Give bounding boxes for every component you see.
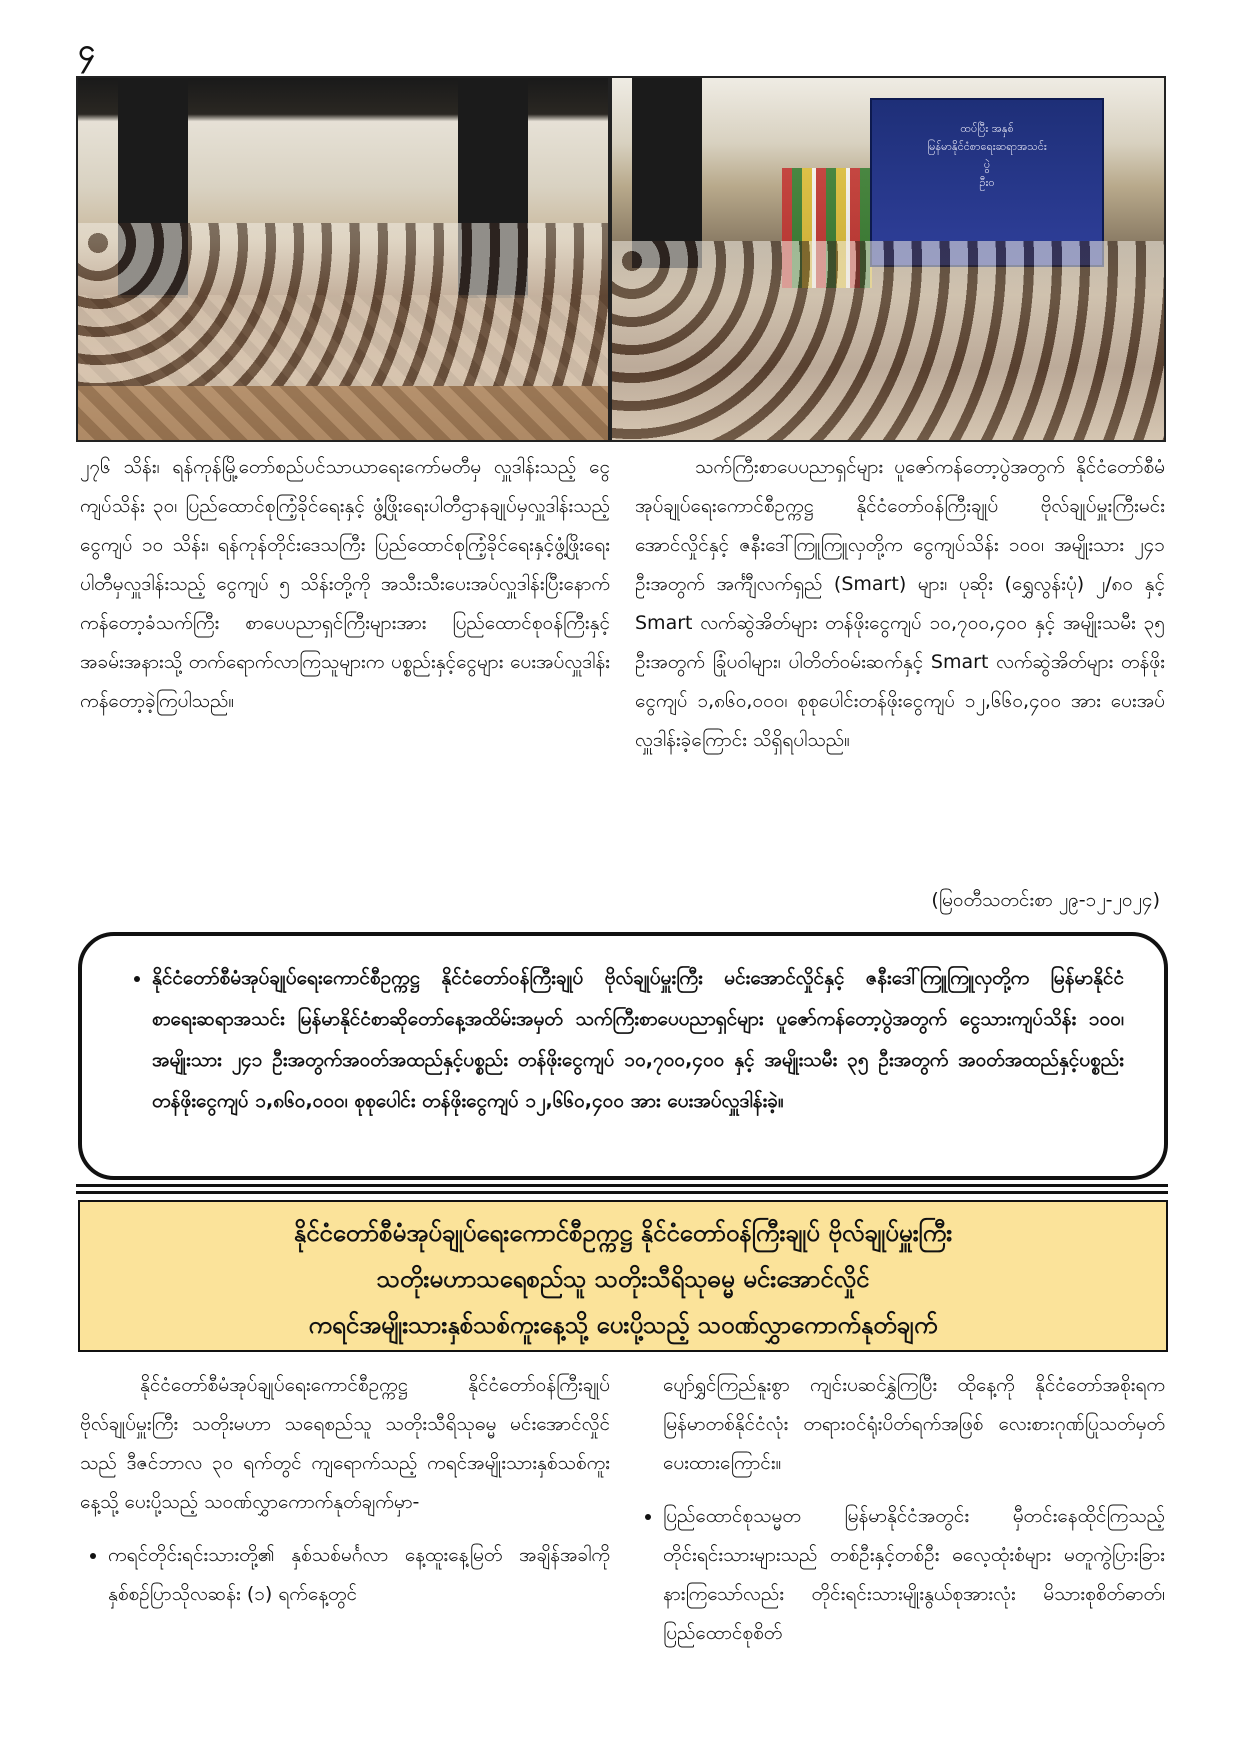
headline-line: ကရင်အမျိုးသားနှစ်သစ်ကူးနေ့သို့ ပေးပို့သည့် သဝဏ်လွှာကောက်နုတ်ချက် <box>308 1311 938 1339</box>
divider-rule <box>76 1184 1168 1187</box>
article-paragraph: သက်ကြီးစာပေပညာရှင်များ ပူဇော်ကန်တော့ပွဲအတွက် နိုင်ငံတော်စီမံအုပ်ချုပ်ရေးကောင်စီဥက္ကဋ္ဌ နိုင်ငံတော်ဝန်ကြီးချုပ် ဗိုလ်ချုပ်မှူးကြီးမင်းအောင်လှိုင်နှင့် ဇနီးဒေါ်ကြူကြူလှတို့က ငွေကျပ်သိန်း ၁၀၀၊ အမျိုးသား ၂၄၁ ဦးအတွက် အင်္ကျီလက်ရှည် (Smart) များ၊ ပုဆိုး (ရွှေလွန်းပုံ) ၂/၈၀ နှင့် Smart လက်ဆွဲအိတ်များ တန်ဖိုးငွေကျပ် ၁၀,၇၀၀,၄၀၀ နှင့် အမျိုးသမီး ၃၅ ဦးအတွက် ခြုံပဝါများ၊ ပါတိတ်ဝမ်းဆက်နှင့် Smart လက်ဆွဲအိတ်များ တန်ဖိုးငွေကျပ် ၁,၈၆၀,၀၀၀၊ စုစုပေါင်းတန်ဖိုးငွေကျပ် ၁၂,၆၆၀,၄၀၀ အား ပေးအပ်လှူဒါန်းခဲ့ကြောင်း သိရှိရပါသည်။ <box>635 456 1165 751</box>
article-column-right <box>635 448 1165 760</box>
pillar-decoration <box>632 78 702 268</box>
headline-line: နိုင်ငံတော်စီမံအုပ်ချုပ်ရေးကောင်စီဥက္ကဋ္ဌ နိုင်ငံတော်ဝန်ကြီးချုပ် ဗိုလ်ချုပ်မှူးကြီး <box>293 1219 953 1247</box>
crowd-seated <box>78 223 608 386</box>
summary-bullet: • နိုင်ငံတော်စီမံအုပ်ချုပ်ရေးကောင်စီဥက္ကဋ္ဌ နိုင်ငံတော်ဝန်ကြီးချုပ် ဗိုလ်ချုပ်မှူးကြီး မင်းအောင်လှိုင်နှင့် ဇနီးဒေါ်ကြူကြူလှတို့က မြန်မာနိုင်ငံစာရေးဆရာအသင်း မြန်မာနိုင်ငံစာဆိုတော်နေ့အထိမ်းအမှတ် သက်ကြီးစာပေပညာရှင်များ ပူဇော်ကန်တော့ပွဲအတွက် ငွေသားကျပ်သိန်း ၁၀၀၊ အမျိုးသား ၂၄၁ ဦးအတွက်အဝတ်အထည်နှင့်ပစ္စည်း တန်ဖိုးငွေကျပ် ၁၀,၇၀၀,၄၀၀ နှင့် အမျိုးသမီး ၃၅ ဦးအတွက် အဝတ်အထည်နှင့်ပစ္စည်း တန်ဖိုးငွေကျပ် ၁,၈၆၀,၀၀၀၊ စုစုပေါင်း တန်ဖိုးငွေကျပ် ၁၂,၆၆၀,၄၀၀ အား ပေးအပ်လှူဒါန်းခဲ့။ <box>152 958 1124 1122</box>
photo-strip <box>76 76 1166 442</box>
article-column-left <box>80 448 610 721</box>
message-intro: နိုင်ငံတော်စီမံအုပ်ချုပ်ရေးကောင်စီဥက္ကဋ္ဌ နိုင်ငံတော်ဝန်ကြီးချုပ် ဗိုလ်ချုပ်မှူးကြီး သတိုးမဟာ သရေစည်သူ သတိုးသီရိသုဓမ္မ မင်းအောင်လှိုင်သည် ဒီဇင်ဘာလ ၃၀ ရက်တွင် ကျရောက်သည့် ကရင်အမျိုးသားနှစ်သစ်ကူးနေ့သို့ ပေးပို့သည့် သဝဏ်လွှာကောက်နုတ်ချက်မှာ- <box>80 1374 610 1513</box>
message-column-left <box>80 1366 610 1614</box>
message-column-right <box>635 1366 1165 1653</box>
message-bullet: • ကရင်တိုင်းရင်းသားတို့၏ နှစ်သစ်မင်္ဂလာ နေ့ထူးနေ့မြတ် အချိန်အခါကို နှစ်စဉ်ပြာသိုလဆန်း (၁) ရက်နေ့တွင် <box>108 1536 610 1614</box>
message-continuation: ပျော်ရွှင်ကြည်နူးစွာ ကျင်းပဆင်နွှဲကြပြီး ထိုနေ့ကို နိုင်ငံတော်အစိုးရက မြန်မာတစ်နိုင်ငံလုံး တရားဝင်ရုံးပိတ်ရက်အဖြစ် လေးစားဂုဏ်ပြုသတ်မှတ်ပေးထားကြောင်း။ <box>663 1374 1165 1474</box>
divider-rule <box>76 1191 1168 1194</box>
article-paragraph: ၂၇၆ သိန်း၊ ရန်ကုန်မြို့တော်စည်ပင်သာယာရေးကော်မတီမှ လှူဒါန်းသည့် ငွေကျပ်သိန်း ၃၀၊ ပြည်ထောင်စုကြံ့ခိုင်ရေးနှင့် ဖွံ့ဖြိုးရေးပါတီဌာနချုပ်မှလှူဒါန်းသည့် ငွေကျပ် ၁၀ သိန်း၊ ရန်ကုန်တိုင်းဒေသကြီး ပြည်ထောင်စုကြံ့ခိုင်ရေးနှင့်ဖွံ့ဖြိုးရေးပါတီမှလှူဒါန်းသည့် ငွေကျပ် ၅ သိန်းတို့ကို အသီးသီးပေးအပ်လှူဒါန်းပြီးနောက် ကန်တော့ခံသက်ကြီး စာပေပညာရှင်ကြီးများအား ပြည်ထောင်စုဝန်ကြီးနှင့်အခမ်းအနားသို့ တက်ရောက်လာကြသူများက ပစ္စည်းနှင့်ငွေများ ပေးအပ်လှူဒါန်းကန်တော့ခဲ့ကြပါသည်။ <box>80 456 610 712</box>
headline-box <box>78 1200 1168 1352</box>
page-number: ၄ <box>78 33 95 68</box>
stage-banner-text: ထပ်ပြီး အနှစ် မြန်မာနိုင်ငံစာရေးဆရာအသင်း ပွဲ ဦး၀ <box>927 122 1047 189</box>
message-bullet: • ပြည်ထောင်စုသမ္မတ မြန်မာနိုင်ငံအတွင်း မှီတင်းနေထိုင်ကြသည့် တိုင်းရင်းသားများသည် တစ်ဦးနှင့်တစ်ဦး ဓလေ့ထုံးစံများ မတူကွဲပြားခြားနားကြသော်လည်း တိုင်းရင်းသားမျိုးနွယ်စုအားလုံး မိသားစုစိတ်ဓာတ်၊ ပြည်ထောင်စုစိတ် <box>663 1497 1165 1653</box>
crowd-seated <box>612 241 1164 440</box>
source-citation: (မြဝတီသတင်းစာ ၂၉-၁၂-၂၀၂၄) <box>931 889 1160 911</box>
summary-box <box>78 932 1168 1180</box>
photo-hall-audience <box>612 78 1164 440</box>
headline-line: သတိုးမဟာသရေစည်သူ သတိုးသီရိသုဓမ္မ မင်းအောင်လှိုင် <box>376 1265 870 1293</box>
photo-ceremony-audience <box>78 78 608 440</box>
